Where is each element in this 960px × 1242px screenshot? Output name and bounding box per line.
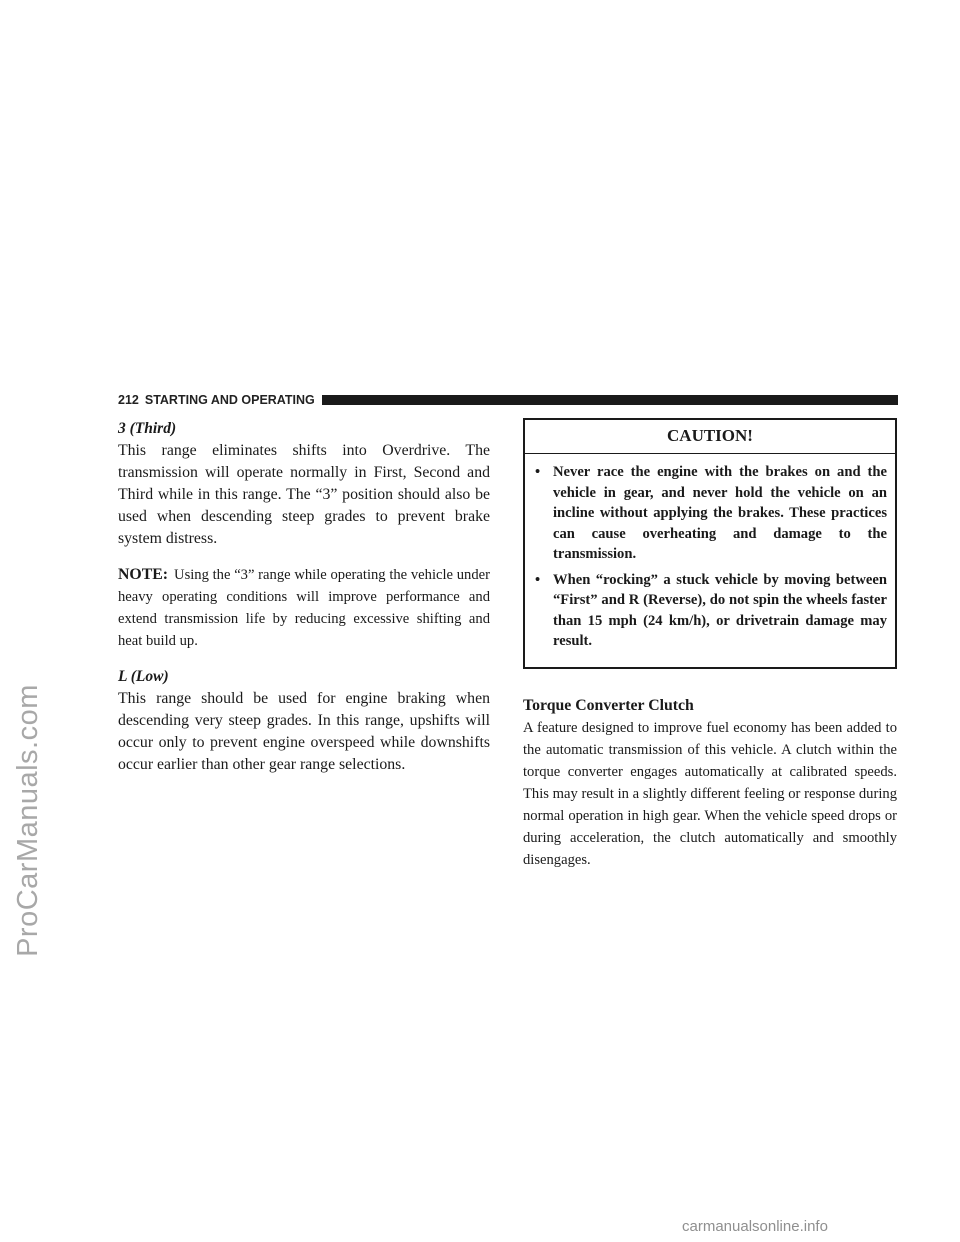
torque-title: Torque Converter Clutch bbox=[523, 696, 694, 714]
low-heading: L (Low) bbox=[118, 668, 169, 685]
bullet-icon: • bbox=[535, 464, 541, 480]
page-number: 212 bbox=[118, 393, 139, 407]
note-label: NOTE: bbox=[118, 566, 169, 583]
header-rule bbox=[322, 395, 898, 405]
low-body: This range should be used for engine braking when descending very steep grades. In this range, upshifts will occur only to prevent engine overspeed while downshifts occur earlier than other gear range selections. bbox=[118, 690, 490, 773]
footer-url: carmanualsonline.info bbox=[682, 1218, 828, 1235]
caution-item bbox=[533, 570, 887, 652]
caution-box bbox=[523, 418, 897, 669]
caution-item-text: When “rocking” a stuck vehicle by moving between “First” and R (Reverse), do not spin the wheels faster than 15 mph (24 km/h), or drivetrain damage may result. bbox=[553, 571, 887, 649]
bullet-icon: • bbox=[535, 571, 541, 588]
left-column bbox=[118, 418, 490, 776]
note-body: Using the “3” range while operating the vehicle under heavy operating conditions will improve performance and extend transmission life by reducing excessive shifting and heat build up. bbox=[118, 567, 490, 649]
caution-item bbox=[533, 462, 887, 565]
third-body: This range eliminates shifts into Overdrive. The transmission will operate normally in First, Second and Third while in this range. The “3” position should also be used when descending steep grades to prevent brake system distress. bbox=[118, 442, 490, 547]
caution-list bbox=[525, 454, 895, 667]
note-paragraph bbox=[118, 564, 490, 652]
right-column bbox=[523, 418, 897, 871]
page-header bbox=[118, 392, 898, 408]
watermark bbox=[6, 500, 50, 1140]
third-heading: 3 (Third) bbox=[118, 420, 177, 437]
caution-item-text: Never race the engine with the brakes on and the vehicle in gear, and never hold the vehicle on an incline without applying the brakes. These practices can cause overheating and damage to the transmission. bbox=[553, 464, 887, 562]
section-title: STARTING AND OPERATING bbox=[144, 393, 315, 407]
torque-body: A feature designed to improve fuel economy has been added to the automatic transmission of this vehicle. A clutch within the torque converter engages automatically at calibrated speeds. This may result in a slightly different feeling or response during normal operation in high gear. When the vehicle speed drops or during acceleration, the clutch automatically and smoothly disengages. bbox=[523, 719, 897, 868]
watermark-text: ProCarManuals.com bbox=[11, 683, 44, 957]
caution-title: CAUTION! bbox=[525, 420, 895, 454]
